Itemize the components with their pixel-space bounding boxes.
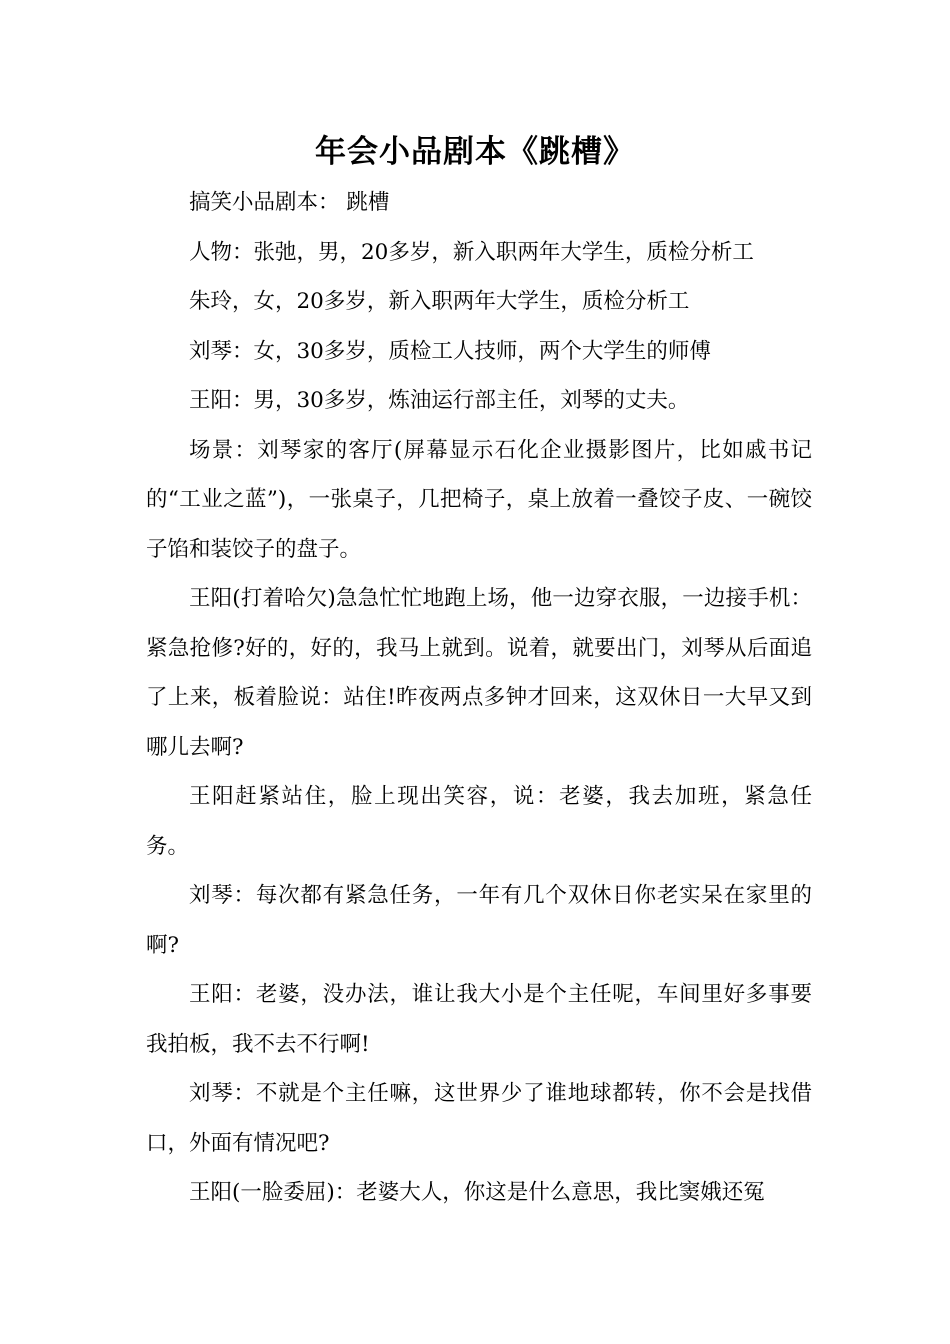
paragraph: 王阳赶紧站住，脸上现出笑容，说：老婆，我去加班，紧急任务。 xyxy=(146,784,812,859)
paragraph: 王阳：老婆，没办法，谁让我大小是个主任呢，车间里好多事要我拍板，我不去不行啊! xyxy=(146,982,812,1057)
paragraph: 王阳(打着哈欠)急急忙忙地跑上场，他一边穿衣服，一边接手机：紧急抢修?好的，好的，我马上就到。说着，就要出门，刘琴从后面追了上来，板着脸说：站住!昨夜两点多钟才回来，这双休日一大早又到哪儿去啊? xyxy=(146,586,812,760)
paragraph: 朱玲，女，20多岁，新入职两年大学生，质检分析工 xyxy=(189,289,690,314)
paragraph: 场景：刘琴家的客厅(屏幕显示石化企业摄影图片，比如戚书记的“工业之蓝”)，一张桌子，几把椅子，桌上放着一叠饺子皮、一碗饺子馅和装饺子的盘子。 xyxy=(146,437,812,562)
paragraph: 人物：张弛，男，20多岁，新入职两年大学生，质检分析工 xyxy=(189,239,754,265)
paragraph: 王阳：男，30多岁，炼油运行部主任，刘琴的丈夫。 xyxy=(189,388,690,413)
paragraph: 刘琴：每次都有紧急任务，一年有几个双休日你老实呆在家里的啊? xyxy=(146,883,812,958)
paragraph: 刘琴：不就是个主任嘛，这世界少了谁地球都转，你不会是找借口，外面有情况吧? xyxy=(146,1081,812,1156)
paragraph: 刘琴：女，30多岁，质检工人技师，两个大学生的师傅 xyxy=(189,338,711,364)
paragraph: 搞笑小品剧本： 跳槽 xyxy=(189,190,390,215)
paragraph: 王阳(一脸委屈)：老婆大人，你这是什么意思，我比窦娥还冤 xyxy=(189,1180,765,1205)
document-title: 年会小品剧本《跳槽》 xyxy=(315,134,635,170)
document-body xyxy=(146,178,812,1218)
